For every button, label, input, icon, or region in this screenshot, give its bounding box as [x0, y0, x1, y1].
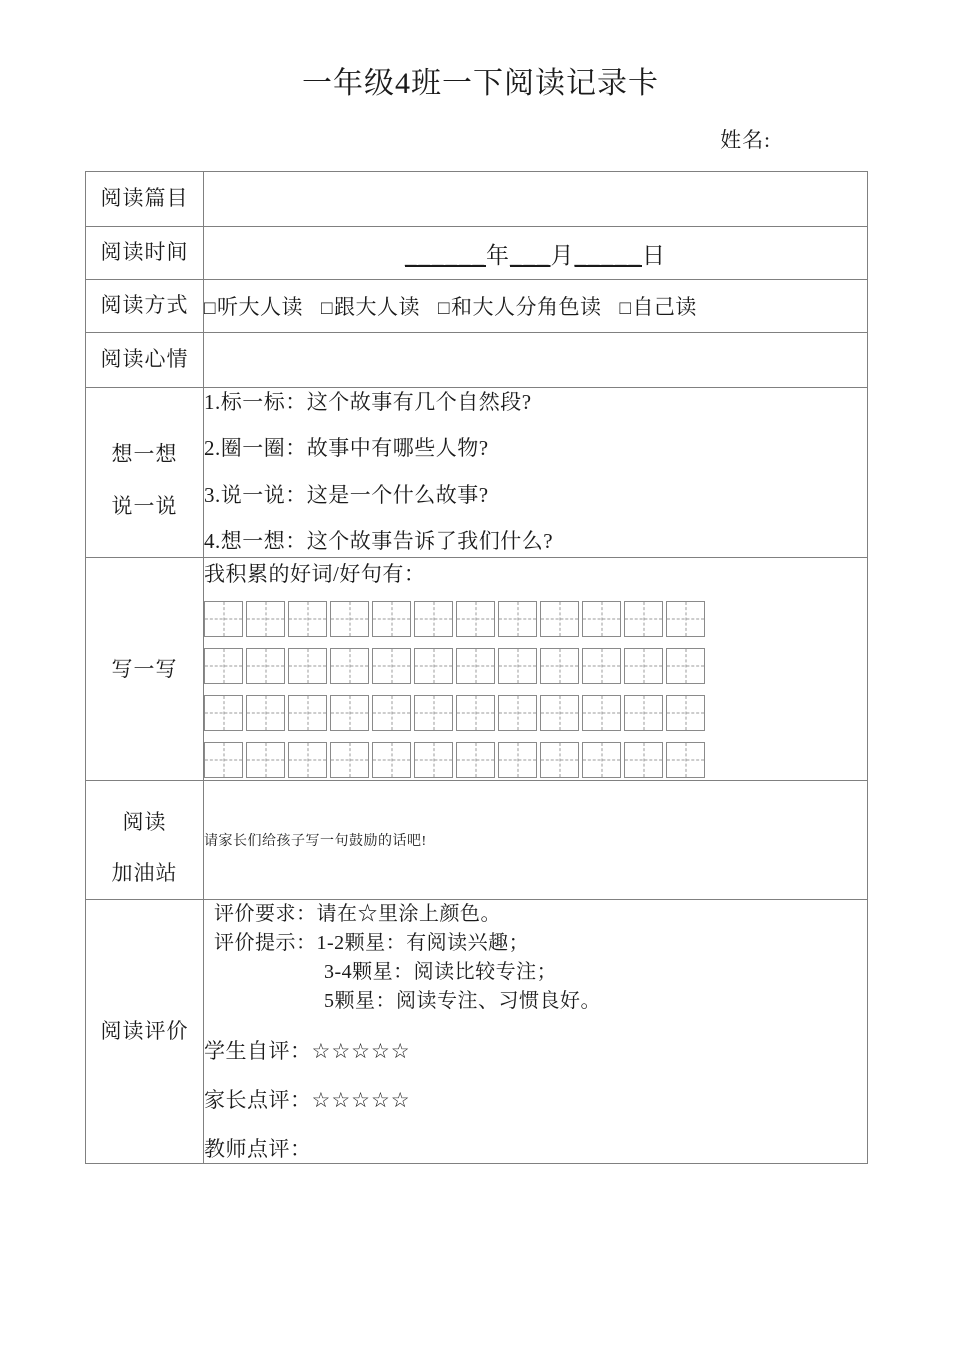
character-grid-cell[interactable]	[288, 695, 327, 731]
character-grid-cell[interactable]	[666, 742, 705, 778]
reading-way-option-3[interactable]	[438, 291, 601, 321]
character-grid-cell[interactable]	[582, 648, 621, 684]
table-row-reading-title	[86, 172, 868, 227]
day-blank[interactable]: _____	[574, 242, 642, 268]
page-title: 一年级4班一下阅读记录卡	[302, 67, 659, 100]
checkbox-icon[interactable]: □	[619, 298, 632, 319]
checkbox-icon[interactable]: □	[437, 298, 450, 319]
question-3: 3.说一说：这是一个什么故事?	[204, 482, 489, 507]
character-grid-cell[interactable]	[330, 601, 369, 637]
character-grid-cell[interactable]	[288, 742, 327, 778]
row-label-reading-title: 阅读篇目	[86, 172, 204, 227]
row-label-reading-way: 阅读方式	[86, 280, 204, 333]
character-grid-cell[interactable]	[666, 648, 705, 684]
character-grid-cell[interactable]	[456, 648, 495, 684]
student-star-rating[interactable]: ☆☆☆☆☆	[311, 1039, 411, 1064]
year-blank[interactable]: ______	[405, 242, 486, 268]
character-grid-cell[interactable]	[624, 601, 663, 637]
character-grid-cell[interactable]	[582, 742, 621, 778]
evaluation-hint-line3: 5颗星：阅读专注、习惯良好。	[324, 990, 601, 1013]
character-grid-row	[204, 648, 867, 684]
character-grid-cell[interactable]	[288, 601, 327, 637]
character-grid-cell[interactable]	[582, 695, 621, 731]
character-grid-cell[interactable]	[456, 695, 495, 731]
character-grid-cell[interactable]	[204, 648, 243, 684]
reading-way-option-3-label: 和大人分角色读	[450, 295, 602, 319]
character-grid-cell[interactable]	[498, 695, 537, 731]
student-self-rating-label: 学生自评：	[204, 1039, 312, 1064]
character-grid-cell[interactable]	[666, 601, 705, 637]
table-row-think-say	[86, 388, 868, 558]
day-unit: 日	[642, 242, 666, 268]
reading-record-table	[85, 171, 868, 1164]
evaluation-requirement: 评价要求：请在☆里涂上颜色。	[214, 903, 501, 926]
character-grid-cell[interactable]	[456, 742, 495, 778]
character-grid-row	[204, 695, 867, 731]
think-say-questions	[204, 388, 868, 558]
evaluation-hint-line1: 评价提示：1-2颗星：有阅读兴趣；	[214, 932, 530, 955]
character-grid-cell[interactable]	[456, 601, 495, 637]
question-4: 4.想一想：这个故事告诉了我们什么?	[204, 529, 554, 554]
checkbox-icon[interactable]: □	[320, 298, 333, 319]
table-row-encouragement	[86, 781, 868, 900]
character-grid-cell[interactable]	[372, 742, 411, 778]
row-label-encouragement-line2: 加油站	[111, 861, 178, 886]
character-grid-cell[interactable]	[498, 601, 537, 637]
character-grid-cell[interactable]	[372, 695, 411, 731]
character-grid-row	[204, 601, 867, 637]
reading-way-option-2[interactable]	[321, 291, 420, 321]
reading-title-input-area[interactable]	[204, 172, 868, 227]
character-grid-cell[interactable]	[246, 601, 285, 637]
row-label-reading-mood: 阅读心情	[86, 333, 204, 388]
row-label-encouragement-line1: 阅读	[122, 809, 167, 834]
reading-way-option-1-label: 听大人读	[216, 295, 303, 319]
character-grid-cell[interactable]	[414, 648, 453, 684]
reading-way-option-4-label: 自己读	[632, 295, 697, 319]
character-grid-cell[interactable]	[372, 648, 411, 684]
checkbox-icon[interactable]: □	[204, 298, 216, 319]
evaluation-section	[204, 900, 868, 1164]
character-grid-cell[interactable]	[204, 601, 243, 637]
evaluation-hint-line2: 3-4颗星：阅读比较专注；	[324, 961, 558, 984]
character-grid-cell[interactable]	[330, 695, 369, 731]
teacher-comment-label: 教师点评：	[204, 1137, 312, 1162]
character-grid-cell[interactable]	[540, 695, 579, 731]
character-grid-cell[interactable]	[582, 601, 621, 637]
question-1: 1.标一标：这个故事有几个自然段?	[204, 390, 532, 414]
character-grid-cell[interactable]	[246, 742, 285, 778]
write-prompt: 我积累的好词/好句有：	[204, 562, 426, 587]
character-grid-cell[interactable]	[498, 648, 537, 684]
question-2: 2.圈一圈：故事中有哪些人物?	[204, 436, 489, 461]
parent-rating	[204, 1084, 867, 1114]
row-label-evaluation: 阅读评价	[86, 900, 204, 1164]
character-grid-cell[interactable]	[414, 601, 453, 637]
reading-way-options	[204, 280, 868, 333]
parent-rating-label: 家长点评：	[204, 1088, 312, 1113]
reading-way-option-4[interactable]	[619, 291, 696, 321]
row-label-reading-time: 阅读时间	[86, 227, 204, 280]
row-label-think: 想一想	[111, 442, 178, 466]
character-grid-cell[interactable]	[372, 601, 411, 637]
character-grid-cell[interactable]	[540, 742, 579, 778]
character-grid-cell[interactable]	[414, 742, 453, 778]
character-grid-cell[interactable]	[540, 601, 579, 637]
encouragement-prompt: 请家长们给孩子写一句鼓励的话吧!	[204, 834, 427, 850]
character-grid-row	[204, 742, 867, 778]
character-grid-cell[interactable]	[288, 648, 327, 684]
reading-way-option-2-label: 跟大人读	[333, 295, 420, 319]
character-grid-cell[interactable]	[624, 742, 663, 778]
month-blank[interactable]: ___	[510, 242, 551, 268]
character-grid[interactable]	[204, 601, 867, 778]
student-name-label: 姓名:	[720, 128, 771, 152]
table-row-write	[86, 558, 868, 781]
row-label-write: 写一写	[86, 558, 204, 781]
parent-star-rating[interactable]: ☆☆☆☆☆	[311, 1088, 411, 1113]
table-row-reading-time	[86, 227, 868, 280]
character-grid-cell[interactable]	[204, 695, 243, 731]
write-section	[204, 558, 868, 781]
character-grid-cell[interactable]	[624, 648, 663, 684]
month-unit: 月	[550, 242, 575, 268]
reading-record-card-page	[0, 66, 961, 1346]
year-unit: 年	[486, 242, 510, 268]
character-grid-cell[interactable]	[666, 695, 705, 731]
table-row-reading-mood	[86, 333, 868, 388]
character-grid-cell[interactable]	[498, 742, 537, 778]
row-label-say: 说一说	[111, 493, 178, 518]
character-grid-cell[interactable]	[204, 742, 243, 778]
reading-date-input-area[interactable]	[204, 227, 868, 280]
table-row-reading-way	[86, 280, 868, 333]
row-label-encouragement	[86, 781, 204, 900]
character-grid-cell[interactable]	[540, 648, 579, 684]
character-grid-cell[interactable]	[246, 695, 285, 731]
teacher-comment[interactable]	[204, 1133, 867, 1163]
character-grid-cell[interactable]	[330, 648, 369, 684]
character-grid-cell[interactable]	[330, 742, 369, 778]
character-grid-cell[interactable]	[246, 648, 285, 684]
reading-way-option-1[interactable]	[204, 291, 303, 321]
character-grid-cell[interactable]	[624, 695, 663, 731]
row-label-think-say	[86, 388, 204, 558]
reading-mood-input-area[interactable]	[204, 333, 868, 388]
student-self-rating	[204, 1035, 867, 1065]
table-row-evaluation	[86, 900, 868, 1164]
character-grid-cell[interactable]	[414, 695, 453, 731]
encouragement-area[interactable]	[204, 781, 868, 900]
